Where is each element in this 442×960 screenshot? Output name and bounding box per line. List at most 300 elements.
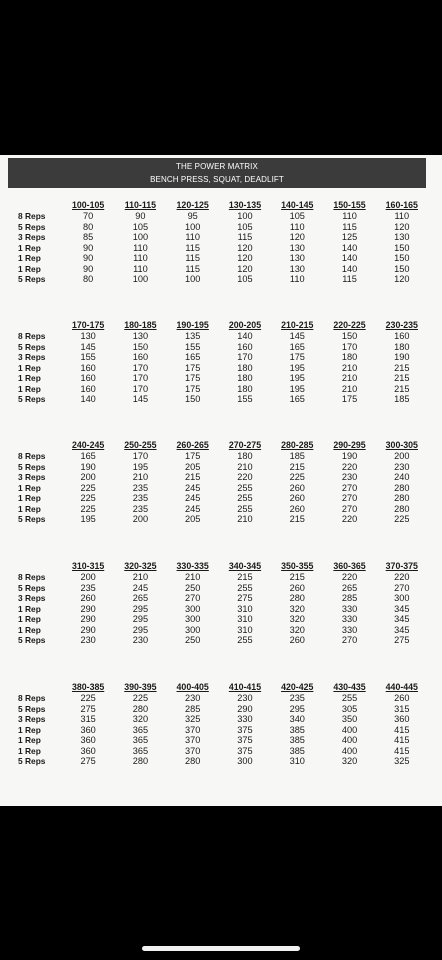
matrix-block [18,440,428,550]
weight-cell: 295 [132,614,149,624]
weight-cell: 365 [132,724,149,735]
table-row [18,604,428,615]
weight-cell: 105 [132,221,149,232]
weight-cell: 280 [132,756,149,766]
weight-cell: 310 [237,614,253,624]
weight-cell: 310 [237,624,253,635]
rep-label: 1 Rep [18,735,41,745]
weight-cell: 90 [135,211,146,221]
weight-cell: 100 [132,274,149,284]
weight-cell: 170 [132,383,149,394]
weight-cell: 180 [237,373,253,383]
weight-cell: 245 [185,493,201,503]
weight-cell: 260 [289,482,305,493]
table-row [18,735,428,746]
title-bar [8,158,426,188]
weight-cell: 140 [341,263,358,274]
weight-cell: 175 [289,352,305,362]
weight-cell: 110 [342,211,357,221]
rep-label: 8 Reps [18,331,46,341]
table-row [18,635,428,646]
range-header-row [18,200,428,211]
weight-cell: 275 [394,635,410,645]
weight-cell: 150 [132,341,149,352]
weight-cell: 345 [394,614,410,624]
table-row [18,352,428,363]
weight-cell: 330 [341,624,358,635]
range-header: 400-405 [176,682,209,692]
weight-cell: 270 [394,582,410,593]
table-row [18,253,428,264]
weight-cell: 305 [341,703,358,714]
weight-cell: 170 [132,362,149,373]
weight-cell: 325 [394,756,410,766]
rep-label: 3 Reps [18,232,46,242]
weight-cell: 345 [394,624,410,635]
weight-cell: 220 [341,572,358,582]
weight-cell: 230 [80,635,96,645]
range-header: 100-105 [71,200,105,210]
weight-cell: 190 [394,352,410,362]
weight-cell: 115 [342,274,357,284]
range-header: 110-115 [124,200,157,210]
weight-cell: 275 [80,703,96,714]
weight-cell: 115 [185,253,201,263]
weight-cell: 320 [289,624,305,635]
weight-cell: 180 [237,383,253,394]
weight-cell: 215 [394,383,410,394]
range-header: 380-385 [71,682,105,692]
weight-cell: 290 [237,703,253,714]
range-header: 130-135 [228,200,262,210]
weight-cell: 300 [394,593,410,603]
weight-cell: 225 [80,493,96,503]
weight-cell: 70 [83,211,94,221]
table-row [18,222,428,233]
range-header: 410-415 [228,682,262,692]
weight-cell: 120 [394,274,410,284]
rep-label: 1 Rep [18,253,41,263]
table-row [18,725,428,736]
range-header: 360-365 [333,561,366,571]
weight-cell: 210 [237,461,253,472]
rep-label: 5 Reps [18,635,46,645]
table-row [18,583,428,594]
table-row [18,384,428,395]
weight-cell: 175 [185,451,201,461]
rep-label: 5 Reps [18,756,46,766]
weight-cell: 315 [80,714,96,724]
weight-cell: 310 [289,756,305,766]
weight-cell: 375 [237,745,253,756]
weight-cell: 125 [341,232,358,242]
weight-cell: 105 [237,221,253,232]
weight-cell: 130 [394,232,410,242]
weight-cell: 210 [341,362,358,373]
rep-label: 1 Rep [18,603,41,614]
weight-cell: 175 [185,362,201,373]
weight-cell: 415 [394,735,410,745]
weight-cell: 260 [289,635,305,645]
range-header: 430-435 [333,682,366,692]
weight-cell: 190 [341,451,358,461]
table-row [18,483,428,494]
weight-cell: 175 [341,394,358,404]
weight-cell: 90 [83,253,94,263]
weight-cell: 150 [341,331,358,341]
weight-cell: 225 [132,693,149,703]
weight-cell: 115 [342,221,357,232]
weight-cell: 270 [341,503,358,514]
weight-cell: 260 [289,493,305,503]
weight-cell: 225 [80,693,96,703]
weight-cell: 160 [80,362,96,373]
weight-cell: 270 [341,482,358,493]
weight-cell: 160 [80,373,96,383]
weight-cell: 320 [289,614,305,624]
range-header: 330-335 [176,561,209,571]
weight-cell: 220 [237,472,253,482]
weight-cell: 385 [289,724,305,735]
weight-cell: 120 [394,221,410,232]
weight-cell: 110 [394,211,410,221]
weight-cell: 385 [289,735,305,745]
weight-cell: 260 [289,582,305,593]
weight-cell: 130 [289,242,305,253]
weight-cell: 220 [394,572,410,582]
weight-cell: 190 [80,461,96,472]
weight-cell: 170 [341,341,358,352]
weight-cell: 140 [80,394,96,404]
weight-cell: 195 [289,362,305,373]
weight-cell: 140 [237,331,253,341]
weight-cell: 320 [341,756,358,766]
range-header: 200-205 [228,320,262,330]
weight-cell: 255 [237,503,253,514]
range-header-row [18,561,428,572]
range-header-row [18,320,428,331]
weight-cell: 200 [132,514,149,524]
weight-cell: 180 [237,451,253,461]
rep-label: 1 Rep [18,503,41,514]
weight-cell: 260 [394,693,410,703]
weight-cell: 150 [394,263,410,274]
range-header: 180-185 [124,320,157,330]
rep-label: 3 Reps [18,352,46,362]
weight-cell: 315 [394,703,410,714]
weight-cell: 155 [237,394,253,404]
weight-cell: 145 [132,394,149,404]
weight-cell: 160 [80,383,96,394]
weight-cell: 295 [289,703,305,714]
weight-cell: 370 [185,745,201,756]
weight-cell: 400 [341,724,358,735]
weight-cell: 290 [80,614,96,624]
matrix-block [18,200,428,310]
rep-label: 1 Rep [18,263,41,274]
weight-cell: 385 [289,745,305,756]
weight-cell: 210 [132,472,149,482]
range-header: 240-245 [71,440,105,450]
table-row [18,625,428,636]
range-header: 190-195 [176,320,209,330]
weight-cell: 215 [237,572,253,582]
weight-cell: 110 [133,242,148,253]
rep-label: 1 Rep [18,482,41,493]
rep-label: 1 Rep [18,242,41,253]
weight-cell: 160 [394,331,410,341]
weight-cell: 200 [80,572,96,582]
range-header: 310-315 [71,561,105,571]
weight-cell: 180 [394,341,410,352]
header-spacer [18,561,62,572]
table-row [18,373,428,384]
weight-cell: 100 [185,274,201,284]
weight-cell: 415 [394,724,410,735]
weight-cell: 210 [341,383,358,394]
range-header: 320-325 [124,561,157,571]
weight-cell: 195 [132,461,149,472]
weight-cell: 310 [237,603,253,614]
weight-cell: 370 [185,724,201,735]
rep-label: 1 Rep [18,383,41,394]
weight-cell: 115 [237,232,253,242]
range-header: 290-295 [333,440,366,450]
weight-cell: 320 [289,603,305,614]
weight-cell: 185 [394,394,410,404]
weight-cell: 275 [237,593,253,603]
weight-cell: 205 [185,461,201,472]
rep-label: 5 Reps [18,341,46,352]
weight-cell: 375 [237,735,253,745]
weight-cell: 300 [185,603,201,614]
weight-cell: 250 [185,635,201,645]
weight-cell: 165 [289,341,305,352]
weight-cell: 170 [237,352,253,362]
weight-cell: 245 [132,582,149,593]
range-header: 140-145 [281,200,314,210]
weight-cell: 365 [132,735,149,745]
table-row [18,472,428,483]
weight-cell: 195 [289,373,305,383]
table-row [18,756,428,767]
table-row [18,462,428,473]
table-row [18,232,428,243]
weight-cell: 210 [341,373,358,383]
range-header: 280-285 [281,440,314,450]
weight-cell: 400 [341,745,358,756]
weight-cell: 225 [80,503,96,514]
weight-cell: 295 [132,624,149,635]
weight-cell: 120 [237,253,253,263]
weight-cell: 360 [80,735,96,745]
table-row [18,331,428,342]
range-header-row [18,682,428,693]
weight-cell: 270 [341,493,358,503]
table-row [18,363,428,374]
weight-cell: 180 [237,362,253,373]
rep-label: 3 Reps [18,593,46,603]
weight-cell: 330 [341,603,358,614]
weight-cell: 130 [289,263,305,274]
home-indicator[interactable] [142,946,300,951]
table-row [18,451,428,462]
weight-cell: 165 [289,394,305,404]
weight-cell: 155 [80,352,96,362]
rep-label: 3 Reps [18,472,46,482]
range-header: 340-345 [228,561,262,571]
rep-label: 8 Reps [18,693,46,703]
weight-cell: 110 [289,221,305,232]
range-header: 160-165 [385,200,418,210]
weight-cell: 215 [289,461,305,472]
header-spacer [18,440,62,451]
weight-cell: 135 [185,331,201,341]
range-header: 120-125 [176,200,209,210]
table-row [18,342,428,353]
range-header: 220-225 [333,320,366,330]
weight-cell: 255 [237,635,253,645]
weight-cell: 290 [80,624,96,635]
weight-cell: 130 [289,253,305,263]
weight-cell: 195 [289,383,305,394]
table-row [18,714,428,725]
weight-cell: 280 [394,493,410,503]
matrix-block [18,682,428,792]
table-row [18,514,428,525]
weight-cell: 165 [185,352,201,362]
matrix-block [18,320,428,430]
weight-cell: 240 [394,472,410,482]
weight-cell: 275 [80,756,96,766]
weight-cell: 80 [83,274,94,284]
range-header: 270-275 [228,440,262,450]
weight-cell: 90 [83,263,94,274]
weight-cell: 110 [185,232,201,242]
table-row [18,211,428,222]
rep-label: 1 Rep [18,724,41,735]
weight-cell: 215 [394,362,410,373]
weight-cell: 245 [185,503,201,514]
weight-cell: 260 [80,593,96,603]
weight-cell: 235 [132,482,149,493]
weight-cell: 140 [341,253,358,263]
header-spacer [18,200,62,211]
weight-cell: 120 [237,263,253,274]
weight-cell: 235 [132,493,149,503]
weight-cell: 280 [289,593,305,603]
table-row [18,693,428,704]
weight-cell: 150 [394,253,410,263]
weight-cell: 215 [185,472,201,482]
weight-cell: 235 [132,503,149,514]
rep-label: 5 Reps [18,582,46,593]
weight-cell: 260 [289,503,305,514]
weight-cell: 345 [394,603,410,614]
weight-cell: 175 [185,373,201,383]
weight-cell: 110 [289,274,305,284]
weight-cell: 250 [185,582,201,593]
weight-cell: 285 [185,703,201,714]
table-row [18,704,428,715]
weight-cell: 145 [80,341,96,352]
weight-cell: 360 [394,714,410,724]
weight-cell: 175 [185,383,201,394]
weight-cell: 265 [132,593,149,603]
table-row [18,572,428,583]
weight-cell: 155 [185,341,201,352]
weight-cell: 200 [80,472,96,482]
weight-cell: 245 [185,482,201,493]
weight-cell: 325 [185,714,201,724]
weight-cell: 235 [80,582,96,593]
weight-cell: 415 [394,745,410,756]
weight-cell: 300 [185,614,201,624]
table-row [18,274,428,285]
rep-label: 5 Reps [18,274,46,284]
weight-cell: 170 [132,373,149,383]
weight-cell: 100 [132,232,149,242]
table-row [18,264,428,275]
range-header: 170-175 [71,320,105,330]
weight-cell: 145 [289,331,305,341]
range-header: 210-215 [281,320,314,330]
rep-label: 5 Reps [18,703,46,714]
weight-cell: 130 [80,331,96,341]
table-row [18,504,428,515]
weight-cell: 300 [237,756,253,766]
weight-cell: 150 [185,394,201,404]
weight-cell: 225 [289,472,305,482]
table-row [18,493,428,504]
weight-cell: 295 [132,603,149,614]
rep-label: 1 Rep [18,373,41,383]
weight-cell: 120 [237,242,253,253]
weight-cell: 110 [133,263,148,274]
table-row [18,746,428,757]
weight-cell: 330 [237,714,253,724]
weight-cell: 360 [80,745,96,756]
title-line-2: BENCH PRESS, SQUAT, DEADLIFT [150,175,284,184]
weight-cell: 255 [237,493,253,503]
weight-cell: 230 [132,635,149,645]
weight-cell: 400 [341,735,358,745]
weight-cell: 100 [237,211,253,221]
range-header: 230-235 [385,320,418,330]
weight-cell: 120 [289,232,305,242]
weight-cell: 95 [187,211,198,221]
range-header: 390-395 [124,682,157,692]
weight-cell: 280 [394,482,410,493]
weight-cell: 320 [132,714,149,724]
table-row [18,243,428,254]
rep-label: 8 Reps [18,572,46,582]
table-row [18,593,428,604]
range-header: 260-265 [176,440,209,450]
weight-cell: 330 [341,614,358,624]
range-header-row [18,440,428,451]
rep-label: 5 Reps [18,394,46,404]
weight-cell: 280 [132,703,149,714]
weight-cell: 80 [83,221,94,232]
range-header: 350-355 [281,561,314,571]
rep-label: 8 Reps [18,211,46,221]
weight-cell: 210 [132,572,149,582]
weight-cell: 270 [185,593,201,603]
weight-cell: 215 [289,572,305,582]
weight-cell: 215 [394,373,410,383]
rep-label: 1 Rep [18,362,41,373]
